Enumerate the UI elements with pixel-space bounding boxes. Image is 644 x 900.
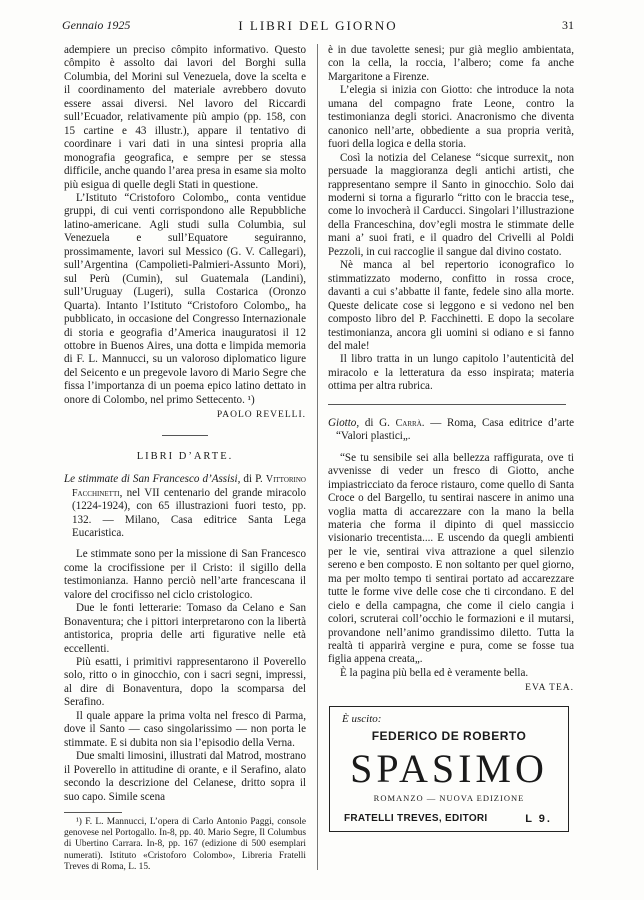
footnote-rule <box>64 812 122 813</box>
paragraph: Il quale appare la prima volta nel fresco di Parma, dove il Santo — caso singolarissimo — non porta le stimmate. E si dubita non sia l’episodio della Verna. <box>64 709 306 749</box>
ad-title: SPASIMO <box>350 746 548 791</box>
paragraph: L’elegia si inizia con Giotto: che introduce la nota umana del compagno frate Leone, contro la testimonianza degli storici. Anacronismo che diventa canonico nell’arte, obbediente a sua propria verità, fuori della logica e della storia. <box>328 84 574 151</box>
page-header <box>62 18 574 36</box>
ad-edition: ROMANZO — NUOVA EDIZIONE <box>373 793 525 803</box>
book-details: . — Roma, Casa editrice d’arte “Valori plastici„. <box>336 416 575 443</box>
paragraph: adempiere un preciso cômpito informativo. Questo cômpito è assolto dai lavori del Borghi sulla Columbia, del Morini sul Venezuela, dove la scelta e il coordinamento del materiale avrebbero dovuto essere assai diversi. Nel lavoro del Riccardi sull’Ecuador, relativamente più ampio (pp. 158, con 15 cartine e 43 illustr.), appare il tentativo di coordinare i vari dati in una sintesi propria alla monografia geografica, e sempre per se stessa difficile, anche quando l’area presa in esame sia molto più esigua di quelle degli Stati in questione. <box>64 44 306 191</box>
book-entry <box>328 417 574 444</box>
header-title: I LIBRI DEL GIORNO <box>238 18 398 33</box>
signature: PAOLO REVELLI. <box>216 410 306 421</box>
header-date: Gennaio 1925 <box>62 18 131 32</box>
page-number: 31 <box>562 18 574 32</box>
paragraph: Due le fonti letterarie: Tomaso da Celano e San Bonaventura; che i pittori interpretarono con la libertà antistorica, propria delle arti figurative nelle età eccellenti. <box>64 602 306 655</box>
book-author-prefix: di G. <box>359 416 396 429</box>
right-column <box>328 44 574 696</box>
book-details: , nel VII centenario del grande miracolo (1224-1924), con 65 illustrazioni fuori testo, pp. 132. — Milano, Casa editrice Santa Lega Eucaristica. <box>72 486 306 539</box>
paragraph: L’Istituto “Cristoforo Colombo„ conta ventidue gruppi, di cui venti corrispondono alle Repubbliche latino-americane. Agli studi sulla Columbia, sul Venezuela e sull’Equatore seguiranno, prossimamente, lavori sul Messico (G. V. Callegari), sull’Argentina (Campolieti-Palmieri-Assunto Mori), sul Perù (Cumin), sul Guatemala (Landini), sull’Uruguay (Lugeri), sulla Costarica (Oronzo Quarta). Intanto l’Istituto “Cristoforo Colombo„ ha pubblicato, in occasione del Congresso Internazionale di storia e geografia d’America inauguratosi il 12 ottobre in Buenos Aires, una dotta e limpida memoria di F. L. Mannucci, su un valoroso diplomatico ligure del Seicento e un pregevole lavoro di Mario Segre che fissa l’importanza di un poema epico latino dettato in onore di Colombo, nel primo Settecento. ¹) <box>64 191 306 406</box>
paragraph: Così la notizia del Celanese “sicque surrexit„ non persuade la maggioranza degli antichi artisti, che rappresentano sempre il Santo in ginocchio. Solo dai moderni si torna a figurarlo “ritto con le braccia tese„ come lo invocherà il Carducci. Singolari l’illustrazione della Franceschina, dov’egli mostra le stimmate delle mani a’ suoi frati, e il quadro del Crivelli al Poldi Pezzoli, in cui raccoglie il sangue dal divino costato. <box>328 151 574 258</box>
book-author: Carrà <box>395 417 422 429</box>
book-advertisement <box>329 706 569 832</box>
ad-author: FEDERICO DE ROBERTO <box>371 729 527 743</box>
book-entry <box>64 473 306 540</box>
paragraph: Più esatti, i primitivi rappresentarono il Poverello solo, ritto o in ginocchio, con i sacri segni, impressi, al dire di Bonaventura, dopo la scomparsa del Serafino. <box>64 656 306 709</box>
footnote: ¹) F. L. Mannucci, L’opera di Carlo Antonio Paggi, console genovese nel Portogallo. In-8, pp. 40. Mario Segre, Il Columbus di Ubertino Carrara. In-8, pp. 167 (edizione di 500 esemplari numerati). Istituto «Cristoforo Colombo», Libreria Fratelli Treves di Roma, L. 15. <box>64 817 306 872</box>
signature: EVA TEA. <box>525 683 574 694</box>
book-title: Giotto, <box>328 416 360 429</box>
ad-intro: È uscito: <box>342 713 382 725</box>
paragraph: “Se tu sensibile sei alla bellezza raffigurata, ove ti avvenisse di veder un fresco di Giotto, anche impiastricciato da feroce ristauro, come quello di Santa Croce o del Bargello, tu sentirai nascere in animo una voglia matta di accarezzare con la mano la bella materia che forma il dipinto di quel massiccio visionario trecentista.... E uscendo da quegli ambienti per le vie, sentirai viva attrazione a quel silenzio sereno e ben composto. E non soltanto per quel giorno, ma per molto tempo ti sentirai portato ad accarezzare tutte le forme vive delle cose che ti circondano. E del cielo e della campagna, che come il cielo cangia i colori, scruterai coll’occhio le formazioni e il mutarsi, provandone nell’animo grandissimo diletto. Tutta la realtà ti apparirà vergine e pura, come se fosse tua figlia appena creata„. <box>328 451 574 666</box>
ad-price: L 9. <box>525 813 552 825</box>
paragraph: Nè manca al bel repertorio iconografico lo stimmatizzato moderno, confitto in rossa croce, davanti a cui s’abbatte il fante, fedele sino alla morte. Queste delicate cose si leggono e si vedono nel ben composto libro del P. Facchinetti. E dopo la secolare testimonianza, ancora gli uomini si odiano e si fanno del male! <box>328 259 574 352</box>
paragraph: Le stimmate sono per la missione di San Francesco come la crocifissione per il Cristo: il sigillo della testimonianza. Hanno perciò nell’arte francescana il valore del crocifisso nel ciclo cristologico. <box>64 548 306 601</box>
paragraph: Due smalti limosini, illustrati dal Matrod, mostrano il Poverello in attitudine di orante, e il Serafino, alato secondo la descrizione del Celanese, dritto sopra il suo capo. Simile scena <box>64 750 306 803</box>
ad-publisher: FRATELLI TREVES, EDITORI <box>344 813 488 824</box>
section-separator <box>162 435 208 436</box>
paragraph: Il libro tratta in un lungo capitolo l’autenticità del miracolo e la letteratura da esso inspirata; materia ottima per altra rubrica. <box>328 353 574 393</box>
paragraph: è in due tavolette senesi; pur già meglio ambientata, con la cella, la roccia, l’albero; come fa anche Margaritone a Firenze. <box>328 44 574 83</box>
book-author: Vittorino Facchinetti <box>72 474 306 499</box>
left-column <box>64 44 306 873</box>
column-divider <box>317 44 318 870</box>
paragraph: È la pagina più bella ed è veramente bella. <box>340 666 529 679</box>
section-title: LIBRI D’ARTE. <box>136 450 234 462</box>
book-title: Le stimmate di San Francesco d’Assisi, <box>64 473 241 486</box>
book-author-prefix: di P. <box>243 473 266 486</box>
section-separator <box>328 404 566 405</box>
